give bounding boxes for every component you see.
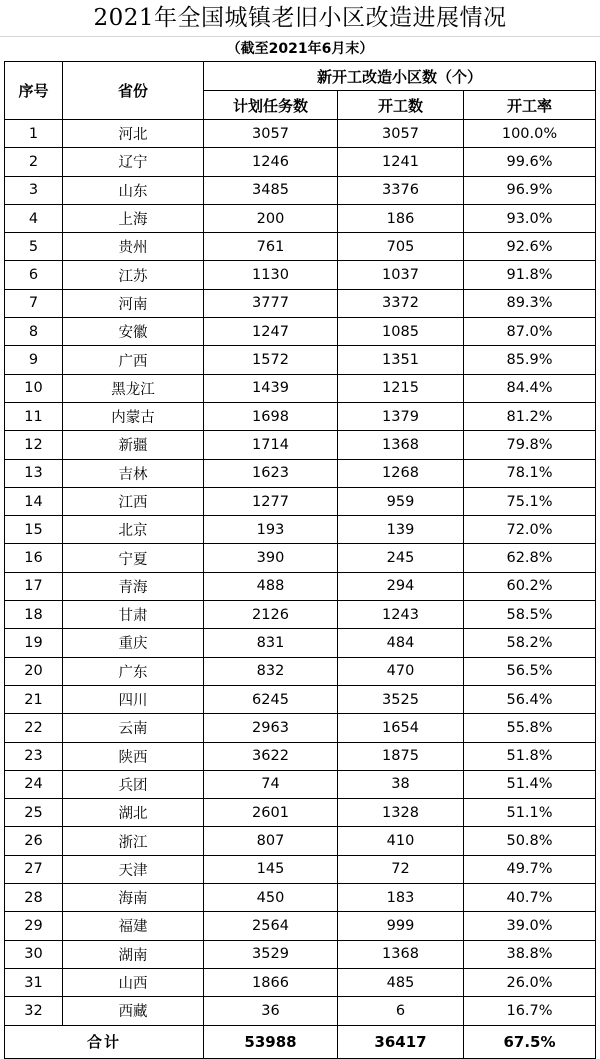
header-planned: 计划任务数 [204,91,338,120]
cell-province: 青海 [63,572,204,600]
table-row [5,374,596,402]
cell-rate: 56.4% [464,685,596,713]
table-row [5,884,596,912]
cell-planned: 2963 [204,714,338,742]
cell-province: 江苏 [63,261,204,289]
cell-planned: 74 [204,770,338,798]
cell-planned: 1130 [204,261,338,289]
cell-started: 3057 [338,120,464,148]
cell-province: 湖北 [63,799,204,827]
page-title: 2021年全国城镇老旧小区改造进展情况 [0,0,600,37]
total-started: 36417 [338,1025,464,1058]
cell-province: 宁夏 [63,544,204,572]
cell-index: 27 [5,855,63,883]
cell-province: 广西 [63,346,204,374]
cell-rate: 39.0% [464,912,596,940]
progress-table [4,61,596,1059]
cell-index: 18 [5,601,63,629]
cell-province: 甘肃 [63,601,204,629]
cell-planned: 3057 [204,120,338,148]
cell-planned: 3622 [204,742,338,770]
cell-rate: 91.8% [464,261,596,289]
cell-index: 23 [5,742,63,770]
cell-planned: 831 [204,629,338,657]
cell-started: 959 [338,487,464,515]
cell-planned: 6245 [204,685,338,713]
cell-index: 12 [5,431,63,459]
cell-planned: 1698 [204,402,338,430]
cell-province: 云南 [63,714,204,742]
table-row [5,968,596,996]
header-rate: 开工率 [464,91,596,120]
table-row [5,516,596,544]
cell-index: 19 [5,629,63,657]
cell-started: 6 [338,997,464,1025]
cell-rate: 79.8% [464,431,596,459]
cell-rate: 93.0% [464,204,596,232]
cell-planned: 1572 [204,346,338,374]
table-row [5,799,596,827]
cell-rate: 56.5% [464,657,596,685]
cell-planned: 2126 [204,601,338,629]
cell-started: 1241 [338,148,464,176]
table-row [5,629,596,657]
cell-rate: 60.2% [464,572,596,600]
table-row [5,742,596,770]
cell-province: 河南 [63,289,204,317]
cell-rate: 81.2% [464,402,596,430]
cell-planned: 1714 [204,431,338,459]
cell-planned: 3529 [204,940,338,968]
cell-started: 1379 [338,402,464,430]
cell-started: 1215 [338,374,464,402]
cell-rate: 96.9% [464,176,596,204]
table-row [5,459,596,487]
total-label: 合计 [5,1025,204,1058]
table-row [5,318,596,346]
cell-started: 410 [338,827,464,855]
cell-index: 31 [5,968,63,996]
cell-rate: 38.8% [464,940,596,968]
cell-planned: 390 [204,544,338,572]
cell-started: 1328 [338,799,464,827]
cell-province: 黑龙江 [63,374,204,402]
cell-province: 浙江 [63,827,204,855]
total-rate: 67.5% [464,1025,596,1058]
cell-province: 新疆 [63,431,204,459]
cell-province: 湖南 [63,940,204,968]
cell-province: 河北 [63,120,204,148]
cell-index: 11 [5,402,63,430]
cell-index: 6 [5,261,63,289]
cell-planned: 1866 [204,968,338,996]
cell-index: 20 [5,657,63,685]
cell-province: 吉林 [63,459,204,487]
table-row [5,912,596,940]
cell-started: 294 [338,572,464,600]
cell-province: 陕西 [63,742,204,770]
cell-index: 10 [5,374,63,402]
cell-planned: 193 [204,516,338,544]
cell-started: 3372 [338,289,464,317]
cell-index: 3 [5,176,63,204]
table-row [5,544,596,572]
header-started: 开工数 [338,91,464,120]
cell-province: 山西 [63,968,204,996]
cell-planned: 1439 [204,374,338,402]
cell-province: 福建 [63,912,204,940]
page-subtitle: （截至2021年6月末） [226,41,374,57]
cell-rate: 99.6% [464,148,596,176]
cell-province: 兵团 [63,770,204,798]
cell-planned: 1246 [204,148,338,176]
cell-index: 14 [5,487,63,515]
cell-province: 重庆 [63,629,204,657]
cell-province: 海南 [63,884,204,912]
table-row [5,120,596,148]
cell-started: 245 [338,544,464,572]
table-row [5,148,596,176]
cell-index: 16 [5,544,63,572]
cell-planned: 450 [204,884,338,912]
cell-started: 470 [338,657,464,685]
table-row [5,714,596,742]
cell-rate: 16.7% [464,997,596,1025]
table-row [5,289,596,317]
cell-province: 贵州 [63,233,204,261]
cell-started: 1085 [338,318,464,346]
table-row [5,431,596,459]
cell-started: 484 [338,629,464,657]
cell-planned: 1623 [204,459,338,487]
cell-started: 183 [338,884,464,912]
cell-started: 1654 [338,714,464,742]
cell-planned: 36 [204,997,338,1025]
cell-rate: 85.9% [464,346,596,374]
cell-index: 5 [5,233,63,261]
cell-planned: 1247 [204,318,338,346]
table-row [5,685,596,713]
header-province: 省份 [63,62,204,120]
table-row [5,827,596,855]
cell-province: 西藏 [63,997,204,1025]
cell-rate: 51.4% [464,770,596,798]
total-row [5,1025,596,1058]
header-index: 序号 [5,62,63,120]
cell-province: 山东 [63,176,204,204]
table-row [5,770,596,798]
table-row [5,487,596,515]
cell-planned: 761 [204,233,338,261]
cell-province: 安徽 [63,318,204,346]
cell-planned: 200 [204,204,338,232]
cell-rate: 89.3% [464,289,596,317]
cell-rate: 51.8% [464,742,596,770]
cell-rate: 40.7% [464,884,596,912]
cell-started: 1268 [338,459,464,487]
cell-planned: 2564 [204,912,338,940]
cell-planned: 3777 [204,289,338,317]
cell-started: 485 [338,968,464,996]
table-row [5,601,596,629]
cell-planned: 145 [204,855,338,883]
cell-planned: 832 [204,657,338,685]
table-row [5,233,596,261]
cell-index: 30 [5,940,63,968]
total-planned: 53988 [204,1025,338,1058]
cell-index: 22 [5,714,63,742]
cell-started: 1243 [338,601,464,629]
cell-rate: 92.6% [464,233,596,261]
cell-rate: 55.8% [464,714,596,742]
cell-index: 15 [5,516,63,544]
cell-index: 26 [5,827,63,855]
cell-province: 天津 [63,855,204,883]
cell-started: 72 [338,855,464,883]
cell-rate: 51.1% [464,799,596,827]
table-row [5,940,596,968]
cell-rate: 62.8% [464,544,596,572]
table-body [5,120,596,1026]
cell-planned: 1277 [204,487,338,515]
cell-started: 3376 [338,176,464,204]
cell-province: 江西 [63,487,204,515]
cell-index: 8 [5,318,63,346]
table-row [5,346,596,374]
cell-province: 北京 [63,516,204,544]
cell-started: 1368 [338,431,464,459]
cell-started: 186 [338,204,464,232]
table-row [5,997,596,1025]
table-row [5,204,596,232]
cell-index: 7 [5,289,63,317]
cell-province: 上海 [63,204,204,232]
cell-started: 705 [338,233,464,261]
cell-started: 1368 [338,940,464,968]
table-row [5,402,596,430]
table-row [5,855,596,883]
cell-rate: 58.2% [464,629,596,657]
cell-province: 内蒙古 [63,402,204,430]
cell-started: 999 [338,912,464,940]
cell-province: 辽宁 [63,148,204,176]
cell-index: 1 [5,120,63,148]
cell-index: 25 [5,799,63,827]
cell-rate: 87.0% [464,318,596,346]
cell-province: 广东 [63,657,204,685]
cell-started: 1351 [338,346,464,374]
cell-planned: 2601 [204,799,338,827]
cell-rate: 58.5% [464,601,596,629]
cell-rate: 78.1% [464,459,596,487]
cell-rate: 26.0% [464,968,596,996]
cell-index: 32 [5,997,63,1025]
cell-started: 1875 [338,742,464,770]
table-row [5,176,596,204]
cell-rate: 72.0% [464,516,596,544]
cell-index: 21 [5,685,63,713]
cell-started: 139 [338,516,464,544]
cell-started: 3525 [338,685,464,713]
cell-planned: 807 [204,827,338,855]
cell-index: 17 [5,572,63,600]
cell-index: 2 [5,148,63,176]
cell-started: 38 [338,770,464,798]
cell-rate: 75.1% [464,487,596,515]
cell-index: 13 [5,459,63,487]
cell-planned: 3485 [204,176,338,204]
cell-index: 24 [5,770,63,798]
cell-index: 28 [5,884,63,912]
table-row [5,572,596,600]
header-group: 新开工改造小区数（个） [204,62,596,91]
cell-rate: 84.4% [464,374,596,402]
cell-planned: 488 [204,572,338,600]
cell-index: 29 [5,912,63,940]
table-row [5,261,596,289]
cell-rate: 50.8% [464,827,596,855]
cell-started: 1037 [338,261,464,289]
header-row-top [5,62,596,91]
cell-index: 4 [5,204,63,232]
cell-rate: 100.0% [464,120,596,148]
cell-province: 四川 [63,685,204,713]
cell-rate: 49.7% [464,855,596,883]
table-row [5,657,596,685]
cell-index: 9 [5,346,63,374]
